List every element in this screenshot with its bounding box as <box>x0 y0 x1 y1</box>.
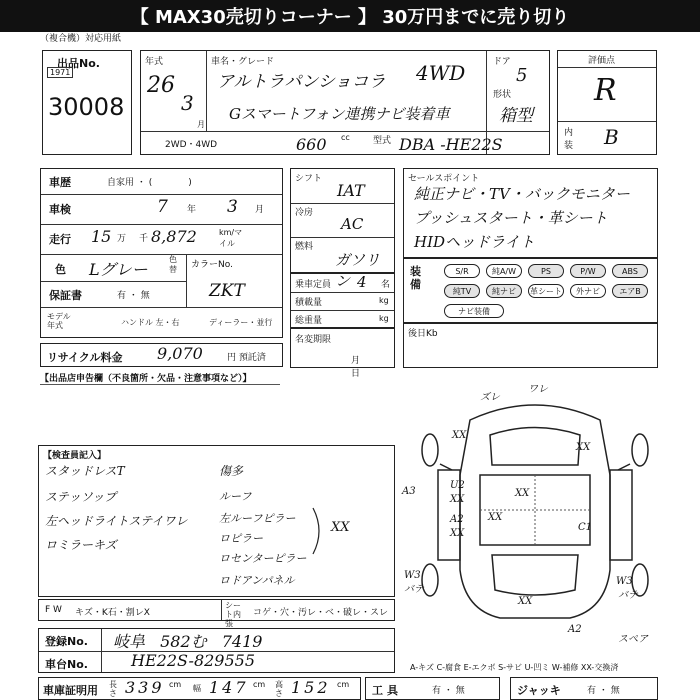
recycle-box <box>40 343 283 367</box>
doors-label: ドア <box>493 57 511 67</box>
top-banner: 【 MAX30売切りコーナー 】 30万円までに売り切り <box>0 0 700 32</box>
fuel-label: 燃料 <box>295 242 314 252</box>
car-hood <box>490 428 580 466</box>
seats-label: 乗車定員 <box>295 280 332 290</box>
car-trunk <box>492 555 578 595</box>
sheet-label: シート内張 <box>225 601 241 628</box>
colorno-label: カラーNo. <box>191 260 233 270</box>
mileage-rest: 8,872 <box>151 227 197 246</box>
diagram-mark-3: XX <box>576 442 591 453</box>
color-label: 色 <box>55 263 66 276</box>
warranty-value: 有 ・ 無 <box>117 291 150 301</box>
score-box <box>557 50 657 155</box>
mileage-label: 走行 <box>49 233 71 246</box>
name-change-box <box>290 328 395 379</box>
fw-row <box>38 599 395 628</box>
weight-unit: kg <box>379 314 389 323</box>
model-label: モデル年式 <box>47 312 71 330</box>
name-value: アルトラパンショコラ <box>217 72 386 92</box>
seats-value: 4 <box>357 273 367 291</box>
diagram-mark-1: ワレ <box>528 384 548 395</box>
tools-value: 有 ・ 無 <box>432 686 465 696</box>
width-label: 幅 <box>193 684 201 693</box>
equip-navi: ナビ装備 <box>444 304 504 318</box>
recycle-unit: 円 預託済 <box>227 353 266 363</box>
dimensions-label: 車庫証明用 <box>43 684 98 697</box>
change-unit: 月日 <box>351 356 375 379</box>
diagram-mark-6: XX <box>515 488 530 499</box>
damage-diagram <box>400 380 670 650</box>
lot-box <box>42 50 132 155</box>
year-label: 年式 <box>145 57 164 67</box>
inspector-left-2: 左ヘッドライトステイワレ <box>45 514 188 528</box>
type-label: 型式 <box>373 136 392 146</box>
damage-legend: A-キズ C-腐食 E-エクボ S-サビ U-凹ミ W-補修 XX-交換済 <box>410 663 619 672</box>
mileage-man: 15 <box>91 227 112 246</box>
equipment-label: 装備 <box>410 265 421 291</box>
equip-row1-4: ABS <box>612 264 648 278</box>
capacity-box <box>290 273 395 328</box>
inspector-mark: XX <box>331 520 350 535</box>
inspector-left-1: ステッソップ <box>45 490 117 504</box>
jack-value: 有 ・ 無 <box>587 686 620 696</box>
ac-value: AC <box>341 215 364 233</box>
chassis-value: HE22S-829555 <box>131 651 256 670</box>
mileage-units: km/マイル <box>219 228 243 248</box>
diagram-mark-16: XX <box>518 596 533 607</box>
name-label: 車名・グレード <box>211 57 275 67</box>
height-label: 高さ <box>275 680 283 698</box>
recycle-label: リサイクル料金 <box>47 351 123 364</box>
colorno-value: ZKT <box>209 281 245 301</box>
diagram-mark-12: W3 <box>404 570 421 581</box>
diagram-mark-17: A2 <box>568 624 582 635</box>
diagram-mark-0: ズレ <box>480 392 500 403</box>
lot-number: 30008 <box>48 93 125 121</box>
length-label: 長さ <box>109 680 117 698</box>
inspection-month-unit: 月 <box>255 205 265 215</box>
cc-value: 660 <box>296 135 327 154</box>
sales-box <box>403 168 658 258</box>
seller-note: 【出品店申告欄（不良箇所・欠品・注意事項など）】 <box>40 374 252 384</box>
lot-label: 出品No. <box>57 57 100 70</box>
score-value: R <box>594 73 617 108</box>
grade-value: Gスマートフォン連携ナビ装着車 <box>229 105 450 123</box>
fw-label: F W <box>45 605 62 615</box>
month-value: 3 <box>181 91 194 115</box>
tools-label: 工具 <box>372 684 402 697</box>
registration-box <box>38 628 395 673</box>
dealer-label: ディーラー・並行 <box>209 318 273 327</box>
dimensions-box <box>38 677 361 700</box>
length-unit: cm <box>169 680 182 689</box>
equip-row1-0: S/R <box>444 264 480 278</box>
diagram-mark-7: A2 <box>450 514 464 525</box>
diagram-mark-4: U2 <box>450 480 465 491</box>
inspection-year: 7 <box>157 197 168 217</box>
body-label: 形状 <box>493 90 512 100</box>
year-unit: 年 <box>187 205 197 215</box>
seats-unit: 名 <box>381 280 391 290</box>
equip-row1-1: 純A/W <box>486 264 522 278</box>
length-value: 339 <box>125 678 165 697</box>
inspection-month: 3 <box>227 197 238 217</box>
jack-box <box>510 677 658 700</box>
vehicle-header <box>140 50 550 155</box>
equip-row2-1: 純ナビ <box>486 284 522 298</box>
equipment-box <box>403 258 658 323</box>
shift-value: IAT <box>337 181 365 200</box>
shift-label: シフト <box>295 174 323 184</box>
inspector-box <box>38 445 395 597</box>
sales-line-2: プッシュスタート・革シート <box>414 209 608 227</box>
height-unit: cm <box>337 680 350 689</box>
handle-label: ハンドル 左・右 <box>121 318 180 327</box>
tools-box <box>365 677 500 700</box>
mirror-right <box>618 464 630 470</box>
lot-badge: 1971 <box>47 67 73 78</box>
wheel-fr <box>632 434 648 466</box>
ac-label: 冷房 <box>295 208 314 218</box>
diagram-mark-2: XX <box>452 430 467 441</box>
inspector-label: 【検査員記入】 <box>43 451 107 461</box>
mileage-unit-man: 万 <box>117 234 127 244</box>
equip-row2-4: エアB <box>612 284 648 298</box>
sales-line-3: HIDヘッドライト <box>414 233 535 251</box>
mirror-left <box>440 464 452 470</box>
equip-row2-2: 革シート <box>528 284 564 298</box>
registration-label: 登録No. <box>45 635 88 648</box>
equip-row2-0: 純TV <box>444 284 480 298</box>
equip-row1-2: PS <box>528 264 564 278</box>
inspector-right-4: ロセンターピラー <box>219 552 307 565</box>
sales-label: セールスポイント <box>408 174 480 184</box>
diagram-mark-15: バテ <box>618 590 638 601</box>
history-options: 自家用 ・ ( ) <box>107 178 192 188</box>
chassis-label: 車台No. <box>45 658 88 671</box>
drive-label: 2WD・4WD <box>165 140 218 150</box>
warranty-label: 保証書 <box>49 289 82 302</box>
inspector-left-0: スタッドレスT <box>45 464 125 478</box>
fw-content: キズ・K石・割レX <box>75 608 150 618</box>
body-value: 箱型 <box>499 106 533 126</box>
type-value: DBA -HE22S <box>399 135 503 154</box>
jack-label: ジャッキ <box>517 684 561 697</box>
load-label: 積載量 <box>295 298 323 308</box>
cc-label: cc <box>341 133 350 142</box>
fuel-value: ガソリン <box>335 251 381 290</box>
interior-label: 内装 <box>564 128 574 151</box>
wheel-fl <box>422 434 438 466</box>
month-unit: 月 <box>197 120 205 129</box>
equip-row2-3: 外ナビ <box>570 284 606 298</box>
sheet-content: コゲ・穴・汚レ・ベ・破レ・スレ <box>253 608 389 618</box>
diagram-mark-10: A3 <box>402 486 416 497</box>
sales-line-1: 純正ナビ・TV・バックモニター <box>414 185 630 203</box>
postop-box <box>403 323 658 368</box>
inspector-right-2: 左ルーフピラー <box>219 512 296 525</box>
recycle-value: 9,070 <box>157 344 203 363</box>
height-value: 152 <box>291 678 331 697</box>
mileage-unit-sen: 千 <box>139 234 149 244</box>
year-value: 26 <box>147 73 175 98</box>
inspector-right-1: ルーフ <box>219 490 252 503</box>
diagram-mark-11: C1 <box>578 522 593 533</box>
width-value: 147 <box>209 678 249 697</box>
history-box <box>40 168 283 338</box>
drive-value: 4WD <box>416 61 466 85</box>
inspector-right-5: ロドアンパネル <box>219 574 295 587</box>
diagram-mark-18: スペア <box>618 634 648 645</box>
equip-row1-3: P/W <box>570 264 606 278</box>
inspector-left-3: ロミラーキズ <box>45 538 117 552</box>
history-label: 車歴 <box>49 176 71 189</box>
color-change: 色替 <box>169 255 177 274</box>
inspector-brace <box>309 506 333 556</box>
postop-label: 後日Kb <box>408 329 438 339</box>
change-label: 名変期限 <box>295 335 332 345</box>
diagram-mark-8: XX <box>450 528 465 539</box>
right-doors <box>610 470 632 560</box>
load-unit: kg <box>379 296 389 305</box>
inspection-label: 車検 <box>49 203 71 216</box>
doors-value: 5 <box>516 65 528 86</box>
interior-value: B <box>604 125 619 149</box>
score-label: 評価点 <box>588 56 616 66</box>
form-subheader: （複合機）対応用紙 <box>40 34 122 44</box>
wheel-rl <box>422 564 438 596</box>
inspector-right-3: ロピラー <box>219 532 263 545</box>
inspector-right-0: 傷多 <box>219 464 244 478</box>
width-unit: cm <box>253 680 266 689</box>
color-value: Lグレー <box>89 260 148 279</box>
weight-label: 総重量 <box>295 316 323 326</box>
diagram-mark-13: バテ <box>404 584 424 595</box>
diagram-mark-5: XX <box>450 494 465 505</box>
diagram-mark-9: XX <box>488 512 503 523</box>
registration-value: 岐阜 582む 7419 <box>113 632 263 651</box>
diagram-mark-14: W3 <box>616 576 633 587</box>
